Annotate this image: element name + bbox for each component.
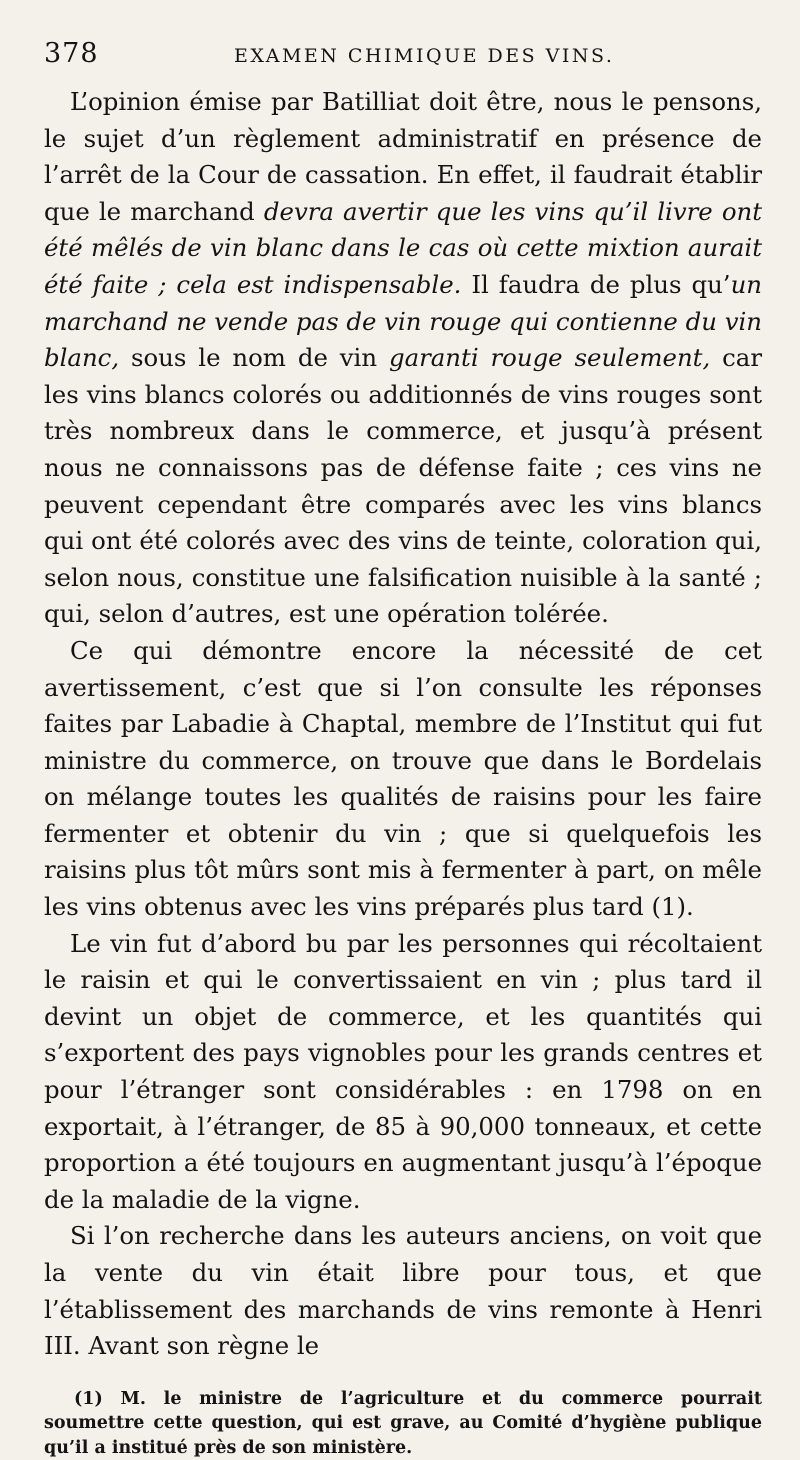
text-run: Le vin fut d’abord bu par les personnes qui récoltaient le raisin et qui le convertissaient en vin ; plus tard il devint un objet de commerce, et les quantités qui s’exportent des pays vignobles pour les grands centres et pour l’étranger sont considérables : en 1798 on en exportait, à l’étranger, de 85 à 90,000 tonneaux, et cette proportion a été toujours en augmentant jusqu’à l’époque de la maladie de la vigne. [44, 928, 762, 1214]
page-header [44, 38, 762, 78]
text-run: sous le nom de vin [119, 343, 389, 373]
paragraph [44, 633, 762, 926]
italic-text: devra avertir que les vins qu’il livre ont été mêlés de vin blanc dans le cas où cette mixtion aurait été faite ; cela est indispensable. [44, 196, 763, 299]
page-number: 378 [44, 38, 99, 69]
footnote: (1) M. le ministre de l’agriculture et du commerce pourrait soumettre cette question, qui est grave, au Comité d’hygiène publique qu’il a institué près de son ministère. [44, 1388, 762, 1458]
text-run: Ce qui démontre encore la nécessité de cet avertissement, c’est que si l’on consulte les réponses faites par Labadie à Chaptal, membre de l’Institut qui fut ministre du commerce, on trouve que dans le Bordelais on mélange toutes les qualités de raisins pour les faire fermenter et obtenir du vin ; que si quelquefois les raisins plus tôt mûrs sont mis à fermenter à part, on mêle les vins obtenus avec les vins préparés plus tard (1). [44, 635, 762, 922]
italic-text: garanti rouge seulement, [388, 343, 711, 373]
italic-text: un marchand ne vende pas de vin rouge qui contienne du vin blanc, [44, 269, 762, 373]
running-title: EXAMEN CHIMIQUE DES VINS. [234, 45, 615, 67]
paragraph [44, 1218, 762, 1364]
text-run: L’opinion émise par Batilliat doit être, nous le pensons, le sujet d’un règlement administratif en présence de l’arrêt de la Cour de cassation. En effet, il faudrait établir que le marchand [44, 87, 762, 226]
body-text [44, 84, 762, 1365]
text-run: Si l’on recherche dans les auteurs anciens, on voit que la vente du vin était libre pour tous, et que l’établissement des marchands de vins remonte à Henri III. Avant son règne le [44, 1221, 762, 1361]
text-run: car les vins blancs colorés ou additionnés de vins rouges sont très nombreux dans le commerce, et jusqu’à présent nous ne connaissons pas de défense faite ; ces vins ne peuvent cependant être comparés avec les vins blancs qui ont été colorés avec des vins de teinte, coloration qui, selon nous, constitue une falsification nuisible à la santé ; qui, selon d’autres, est une opération tolérée. [44, 343, 762, 629]
text-run: Il faudra de plus qu’ [461, 269, 731, 299]
paragraph [44, 926, 762, 1219]
paragraph [44, 84, 762, 633]
